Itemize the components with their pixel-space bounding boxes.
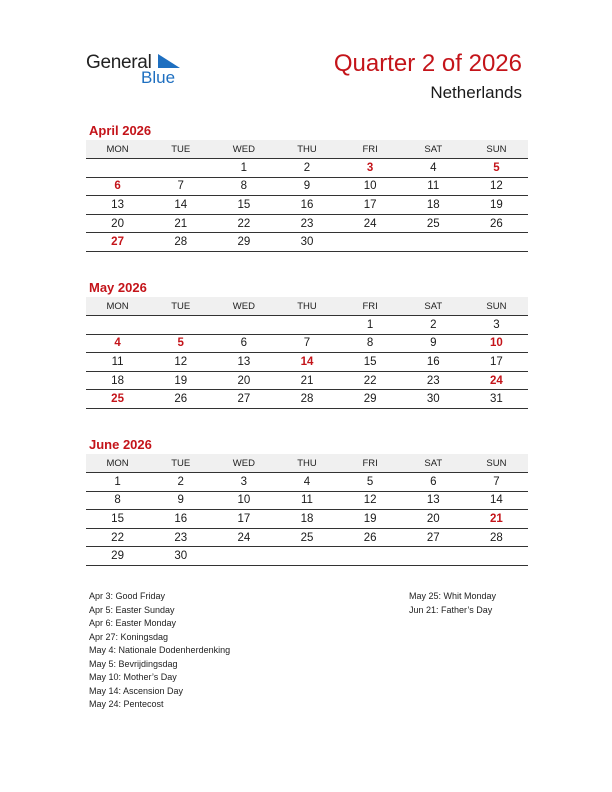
- weekday-label: SUN: [465, 140, 528, 159]
- day-cell: 3: [465, 316, 528, 335]
- week-row: [86, 316, 528, 335]
- day-cell-holiday: 4: [86, 334, 149, 353]
- day-cell: 6: [212, 334, 275, 353]
- weekday-label: TUE: [149, 297, 212, 316]
- holiday-item: Apr 3: Good Friday: [89, 591, 166, 601]
- day-cell: 8: [86, 491, 149, 510]
- day-cell: 7: [465, 473, 528, 492]
- day-cell: 19: [465, 196, 528, 215]
- day-cell: 5: [339, 473, 402, 492]
- day-cell-holiday: 6: [86, 177, 149, 196]
- day-cell: 23: [275, 214, 338, 233]
- day-cell: 27: [212, 390, 275, 409]
- day-cell: 13: [212, 353, 275, 372]
- day-cell: [149, 316, 212, 335]
- day-cell: 13: [86, 196, 149, 215]
- day-cell: 16: [149, 510, 212, 529]
- day-cell: 24: [212, 528, 275, 547]
- day-cell: [339, 547, 402, 566]
- weekday-label: TUE: [149, 140, 212, 159]
- day-cell: 1: [86, 473, 149, 492]
- day-cell: 25: [275, 528, 338, 547]
- holiday-item: May 10: Mother’s Day: [89, 672, 177, 682]
- day-cell: 1: [339, 316, 402, 335]
- week-row: [86, 390, 528, 409]
- day-cell: 20: [402, 510, 465, 529]
- day-cell: 3: [212, 473, 275, 492]
- day-cell: 18: [86, 371, 149, 390]
- day-cell: 17: [465, 353, 528, 372]
- day-cell: 9: [275, 177, 338, 196]
- day-cell: 16: [402, 353, 465, 372]
- day-cell: 23: [149, 528, 212, 547]
- weekday-label: THU: [275, 297, 338, 316]
- day-cell: 14: [465, 491, 528, 510]
- week-row: [86, 473, 528, 492]
- day-cell: 10: [339, 177, 402, 196]
- day-cell: [465, 547, 528, 566]
- month-name: June 2026: [89, 437, 152, 452]
- day-cell: 2: [275, 159, 338, 178]
- day-cell: 12: [465, 177, 528, 196]
- holiday-item: May 4: Nationale Dodenherdenking: [89, 645, 231, 655]
- day-cell: 19: [339, 510, 402, 529]
- week-row: [86, 547, 528, 566]
- day-cell: 18: [275, 510, 338, 529]
- day-cell: 18: [402, 196, 465, 215]
- day-cell: 28: [149, 233, 212, 252]
- weekday-label: WED: [212, 140, 275, 159]
- holiday-list-left: [89, 590, 230, 712]
- month-april: [86, 122, 528, 252]
- logo-triangle-icon: [158, 54, 180, 68]
- weekday-label: THU: [275, 140, 338, 159]
- day-cell: [86, 159, 149, 178]
- weekday-header-row: [86, 454, 528, 473]
- day-cell: 28: [275, 390, 338, 409]
- weekday-label: SAT: [402, 140, 465, 159]
- month-may: [86, 279, 528, 409]
- day-cell-holiday: 3: [339, 159, 402, 178]
- weekday-header-row: [86, 140, 528, 159]
- day-cell: [275, 316, 338, 335]
- calendar-table: [86, 454, 528, 566]
- day-cell: 28: [465, 528, 528, 547]
- weekday-label: TUE: [149, 454, 212, 473]
- calendar-table: [86, 140, 528, 252]
- day-cell: 22: [212, 214, 275, 233]
- page-title: Quarter 2 of 2026: [333, 50, 522, 77]
- holiday-list-right: [409, 590, 496, 617]
- day-cell: 15: [212, 196, 275, 215]
- day-cell: 20: [86, 214, 149, 233]
- week-row: [86, 491, 528, 510]
- weekday-label: SUN: [465, 454, 528, 473]
- day-cell: [212, 316, 275, 335]
- day-cell: 17: [212, 510, 275, 529]
- day-cell: 4: [275, 473, 338, 492]
- day-cell-holiday: 21: [465, 510, 528, 529]
- month-name: May 2026: [89, 280, 147, 295]
- day-cell: 31: [465, 390, 528, 409]
- day-cell: 11: [86, 353, 149, 372]
- day-cell-holiday: 10: [465, 334, 528, 353]
- day-cell: 25: [402, 214, 465, 233]
- country-name: Netherlands: [430, 83, 522, 102]
- day-cell: 15: [339, 353, 402, 372]
- day-cell: 9: [402, 334, 465, 353]
- day-cell: 10: [212, 491, 275, 510]
- day-cell: 1: [212, 159, 275, 178]
- day-cell: 13: [402, 491, 465, 510]
- week-row: [86, 353, 528, 372]
- logo-blue-text: Blue: [141, 68, 176, 87]
- weekday-label: MON: [86, 454, 149, 473]
- day-cell: 22: [339, 371, 402, 390]
- day-cell-holiday: 14: [275, 353, 338, 372]
- day-cell: 19: [149, 371, 212, 390]
- day-cell: 26: [465, 214, 528, 233]
- day-cell: [86, 316, 149, 335]
- weekday-label: FRI: [339, 454, 402, 473]
- weekday-label: FRI: [339, 140, 402, 159]
- day-cell: 21: [149, 214, 212, 233]
- day-cell: [402, 233, 465, 252]
- day-cell: 23: [402, 371, 465, 390]
- weekday-label: MON: [86, 297, 149, 316]
- week-row: [86, 214, 528, 233]
- week-row: [86, 371, 528, 390]
- holiday-item: May 24: Pentecost: [89, 699, 164, 709]
- month-june: [86, 436, 528, 566]
- day-cell: 15: [86, 510, 149, 529]
- day-cell: [212, 547, 275, 566]
- day-cell-holiday: 5: [149, 334, 212, 353]
- day-cell-holiday: 25: [86, 390, 149, 409]
- day-cell: 4: [402, 159, 465, 178]
- month-name: April 2026: [89, 123, 152, 138]
- day-cell: [465, 233, 528, 252]
- holiday-item: May 14: Ascension Day: [89, 685, 184, 696]
- day-cell: 21: [275, 371, 338, 390]
- weekday-label: SUN: [465, 297, 528, 316]
- day-cell: 8: [212, 177, 275, 196]
- day-cell: 26: [339, 528, 402, 547]
- day-cell: 30: [402, 390, 465, 409]
- day-cell: 26: [149, 390, 212, 409]
- day-cell: 2: [149, 473, 212, 492]
- day-cell-holiday: 5: [465, 159, 528, 178]
- holiday-item: Apr 6: Easter Monday: [89, 618, 177, 628]
- week-row: [86, 177, 528, 196]
- weekday-label: FRI: [339, 297, 402, 316]
- week-row: [86, 334, 528, 353]
- holiday-item: Apr 5: Easter Sunday: [89, 604, 175, 615]
- day-cell-holiday: 24: [465, 371, 528, 390]
- holiday-item: May 25: Whit Monday: [409, 591, 497, 601]
- logo: [86, 52, 196, 88]
- day-cell: 14: [149, 196, 212, 215]
- week-row: [86, 510, 528, 529]
- day-cell: 6: [402, 473, 465, 492]
- week-row: [86, 159, 528, 178]
- day-cell: [339, 233, 402, 252]
- weekday-header-row: [86, 297, 528, 316]
- day-cell: [402, 547, 465, 566]
- weekday-label: SAT: [402, 297, 465, 316]
- holiday-item: Apr 27: Koningsdag: [89, 631, 169, 642]
- day-cell: 12: [339, 491, 402, 510]
- week-row: [86, 196, 528, 215]
- day-cell: 29: [212, 233, 275, 252]
- day-cell: 22: [86, 528, 149, 547]
- weekday-label: SAT: [402, 454, 465, 473]
- logo-general-text: General: [86, 52, 152, 73]
- day-cell: 11: [402, 177, 465, 196]
- weekday-label: WED: [212, 454, 275, 473]
- day-cell-holiday: 27: [86, 233, 149, 252]
- day-cell: 9: [149, 491, 212, 510]
- calendar-table: [86, 297, 528, 409]
- day-cell: 30: [149, 547, 212, 566]
- day-cell: 16: [275, 196, 338, 215]
- day-cell: 24: [339, 214, 402, 233]
- day-cell: [149, 159, 212, 178]
- day-cell: 20: [212, 371, 275, 390]
- day-cell: 17: [339, 196, 402, 215]
- weekday-label: MON: [86, 140, 149, 159]
- day-cell: 12: [149, 353, 212, 372]
- day-cell: 7: [149, 177, 212, 196]
- holiday-item: Jun 21: Father’s Day: [409, 604, 493, 615]
- day-cell: 7: [275, 334, 338, 353]
- week-row: [86, 233, 528, 252]
- day-cell: 30: [275, 233, 338, 252]
- weekday-label: WED: [212, 297, 275, 316]
- day-cell: 2: [402, 316, 465, 335]
- holiday-item: May 5: Bevrijdingsdag: [89, 658, 178, 669]
- day-cell: 29: [86, 547, 149, 566]
- weekday-label: THU: [275, 454, 338, 473]
- day-cell: 8: [339, 334, 402, 353]
- week-row: [86, 528, 528, 547]
- day-cell: 11: [275, 491, 338, 510]
- day-cell: 29: [339, 390, 402, 409]
- day-cell: 27: [402, 528, 465, 547]
- day-cell: [275, 547, 338, 566]
